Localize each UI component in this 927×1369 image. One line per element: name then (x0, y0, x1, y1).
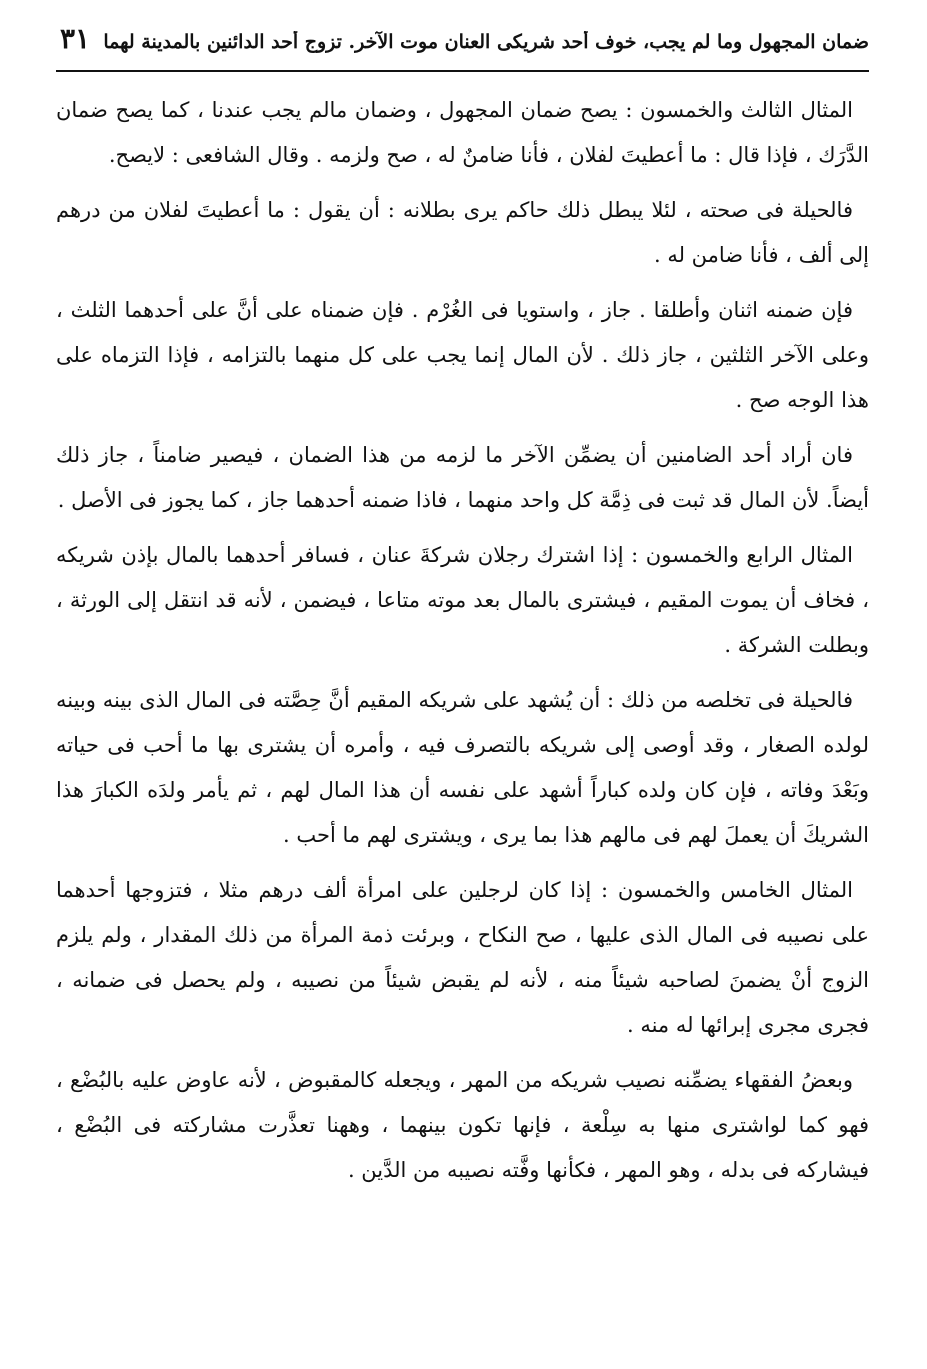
paragraph: فالحيلة فى صحته ، لئلا يبطل ذلك حاكم يرى بطلانه : أن يقول : ما أعطيتَ لفلان من درهم إلى ألف ، فأنا ضامن له . (56, 198, 869, 267)
header-rule (56, 70, 869, 72)
paragraph: المثال الرابع والخمسون : إذا اشترك رجلان شركةَ عنان ، فسافر أحدهما بالمال بإذن شريكه ، فخاف أن يموت المقيم ، فيشترى بالمال بعد موته متاعا ، فيضمن ، لأنه قد انتقل إلى الورثة ، وبطلت الشركة . (56, 543, 869, 657)
paragraph: المثال الثالث والخمسون : يصح ضمان المجهول ، وضمان مالم يجب عندنا ، كما يصح ضمان الدَّرَك ، فإذا قال : ما أعطيتَ لفلان ، فأنا ضامنٌ له ، صح ولزمه . وقال الشافعى : لايصح. (56, 98, 869, 167)
page-header (56, 22, 869, 68)
paragraph: فان أراد أحد الضامنين أن يضمِّن الآخر ما لزمه من هذا الضمان ، فيصير ضامناً ، جاز ذلك أيضاً. لأن المال قد ثبت فى ذِمَّة كل واحد منهما ، فاذا ضمنه أحدهما جاز ، كما يجوز فى الأصل . (56, 443, 869, 512)
running-title: ضمان المجهول وما لم يجب، خوف أحد شريكى العنان موت الآخر. تزوج أحد الدائنين بالمدينة لهما (103, 31, 869, 53)
page-number: ٣١ (60, 22, 91, 55)
paragraph: فالحيلة فى تخلصه من ذلك : أن يُشهد على شريكه المقيم أنَّ حِصَّته فى المال الذى بينه وبينه لولده الصغار ، وقد أوصى إلى شريكه بالتصرف فيه ، وأمره أن يشترى بها ما أحب فى حياته وبَعْدَ وفاته ، فإن كان ولده كباراً أشهد على نفسه أن هذا المال لهم ، ثم يأمر ولدَه الكبارَ هذا الشريكَ أن يعملَ لهم فى مالهم هذا بما يرى ، ويشترى لهم ما أحب . (56, 688, 869, 847)
page-body (56, 88, 869, 1193)
paragraph: فإن ضمنه اثنان وأطلقا . جاز ، واستويا فى الغُرْم . فإن ضمناه على أنَّ على أحدهما الثلث ، وعلى الآخر الثلثين ، جاز ذلك . لأن المال إنما يجب على كل منهما بالتزامه ، فإذا التزماه على هذا الوجه صح . (56, 298, 869, 412)
paragraph: المثال الخامس والخمسون : إذا كان لرجلين على امرأة ألف درهم مثلا ، فتزوجها أحدهما على نصيبه فى المال الذى عليها ، صح النكاح ، وبرئت ذمة المرأة من ذلك المقدار ، ولم يلزم الزوج أنْ يضمنَ لصاحبه شيئاً منه ، لأنه لم يقبض شيئاً من نصيبه ، ولم يحصل فى ضمانه ، فجرى مجرى إبرائها له منه . (56, 878, 869, 1037)
paragraph: وبعضُ الفقهاء يضمِّنه نصيب شريكه من المهر ، ويجعله كالمقبوض ، لأنه عاوض عليه بالبُضْع ، فهو كما لواشترى منها به سِلْعة ، فإنها تكون بينهما ، وههنا تعذَّرت مشاركته فى البُضْع ، فيشاركه فى بدله ، وهو المهر ، فكأنها وفَّته نصيبه من الدَّين . (56, 1068, 869, 1182)
